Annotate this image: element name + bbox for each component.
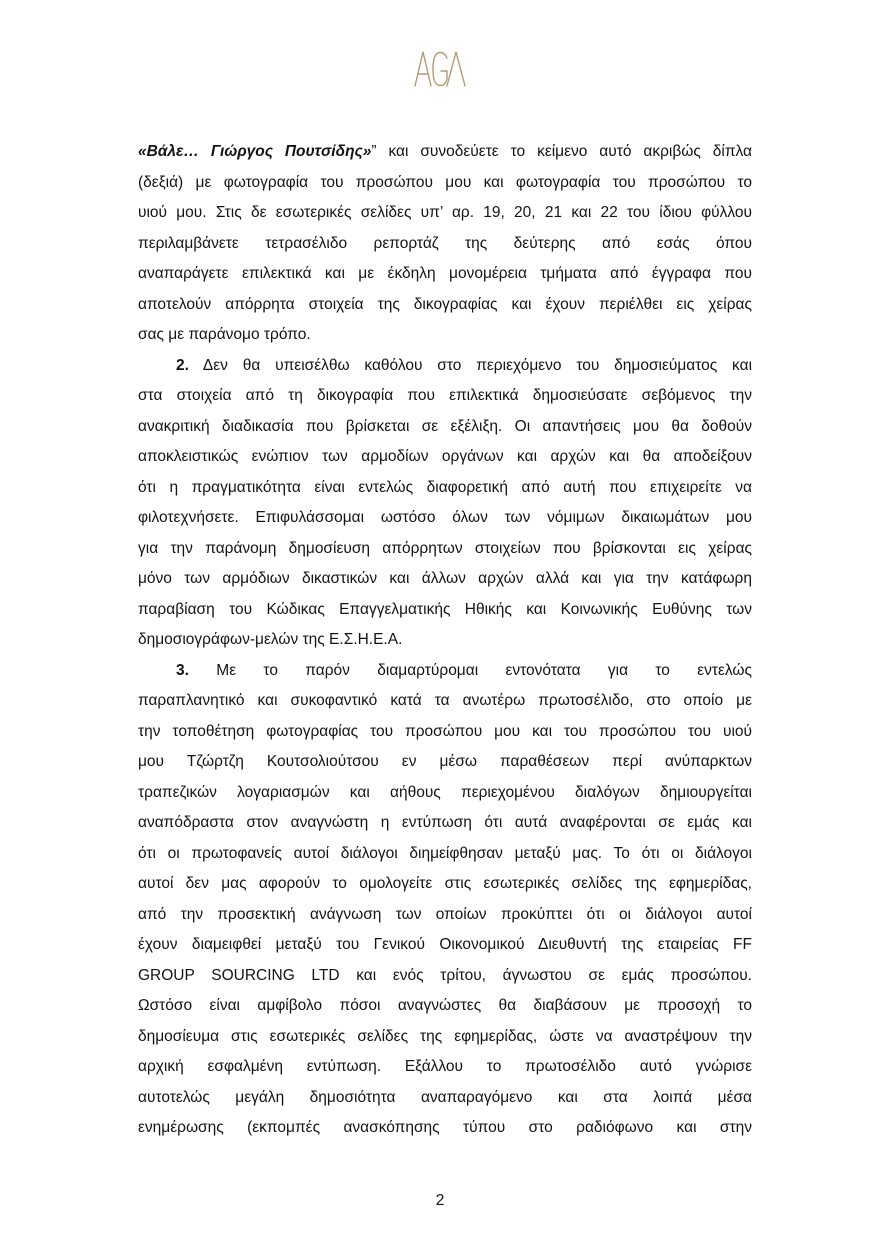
line-text: Δεν θα υπεισέλθω καθόλου στο περιεχόμενο του δημοσιεύματος και [202,356,753,374]
text-line: παραπλανητικό και συκοφαντικό κατά τα ανωτέρω πρωτοσέλιδο, στο οποίο με [138,692,752,709]
text-line: στα στοιχεία από τη δικογραφία που επιλεκτικά δημοσιεύσατε σεβόμενος την [138,387,752,404]
text-line: αναπόδραστα στον αναγνώστη η εντύπωση ότι αυτά αναφέρονται σε εμάς και [138,814,752,831]
document-body [138,137,752,1144]
paragraph-2 [138,351,752,656]
text-line: μόνο των αρμόδιων δικαστικών και άλλων αρχών αλλά και για την κατάφωρη [138,570,752,587]
text-line: παραβίαση του Κώδικας Επαγγελματικής Ηθικής και Κοινωνικής Ευθύνης των [138,600,752,618]
text-line: Ωστόσο είναι αμφίβολο πόσοι αναγνώστες θα διαβάσουν με προσοχή το [138,997,752,1014]
text-line: GROUP SOURCING LTD και ενός τρίτου, άγνωστου σε εμάς προσώπου. [138,966,752,984]
paragraph-number: 2. [176,356,189,374]
logo-letter-a-left [415,52,431,86]
text-line: ενημέρωσης (εκπομπές ανασκόπησης τύπου στο ραδιόφωνο και στην [138,1119,752,1136]
text-line [138,656,752,687]
text-line: αποκλειστικώς ενώπιον των αρμοδίων οργάνων και αρχών και θα αποδείξουν [138,448,752,465]
text-line: δημοσίευμα στις εσωτερικές σελίδες της εφημερίδας, ώστε να αναστρέψουν την [138,1027,752,1045]
text-line: (δεξιά) με φωτογραφία του προσώπου μου και φωτογραφία του προσώπου το [138,173,752,191]
paragraph-3 [138,656,752,1144]
text-line: την τοποθέτηση φωτογραφίας του προσώπου μου και του προσώπου του υιού [138,722,752,740]
text-line: τραπεζικών λογαριασμών και αήθους περιεχομένου διαλόγων δημιουργείται [138,783,752,801]
text-line: μου Τζώρτζη Κουτσολιούτσου εν μέσω παραθέσεων περί ανύπαρκτων [138,753,752,770]
text-line: έχουν διαμειφθεί μεταξύ του Γενικού Οικονομικού Διευθυντή της εταιρείας FF [138,936,752,953]
text-line: ανακριτική διαδικασία που βρίσκεται σε εξέλιξη. Οι απαντήσεις μου θα δοθούν [138,417,752,435]
text-line: από την προσεκτική ανάγνωση των οποίων προκύπτει ότι οι διάλογοι αυτοί [138,905,752,923]
text-line: αυτοτελώς μεγάλη δημοσιότητα αναπαραγόμενο και στα λοιπά μέσα [138,1088,752,1106]
text-line: ότι οι πρωτοφανείς αυτοί διάλογοι διημείφθησαν μεταξύ μας. Το ότι οι διάλογοι [138,844,752,862]
logo-letter-a-right [447,52,465,86]
text-line [138,351,752,382]
text-line: ότι η πραγματικότητα είναι εντελώς διαφορετική από αυτή που επιχειρείτε να [138,478,752,496]
paragraph-number: 3. [176,661,189,679]
text-line: υιού μου. Στις δε εσωτερικές σελίδες υπ’ αρ. 19, 20, 21 και 22 του ίδιου φύλλου [138,204,752,221]
logo-letter-g [433,53,447,86]
text-line: φιλοτεχνήσετε. Επιφυλάσσομαι ωστόσο όλων των νόμιμων δικαιωμάτων μου [138,509,752,526]
text-line: αρχική εσφαλμένη εντύπωση. Εξάλλου το πρωτοσέλιδο αυτό γνώρισε [138,1058,752,1075]
text-line: σας με παράνομο τρόπο. [138,326,311,343]
text-line: για την παράνομη δημοσίευση απόρρητων στοιχείων που βρίσκονται εις χείρας [138,539,752,557]
line-text: ” και συνοδεύετε το κείμενο αυτό ακριβώς δίπλα [371,143,752,160]
text-line: αποτελούν απόρρητα στοιχεία της δικογραφίας και έχουν περιέλθει εις χείρας [138,295,752,313]
page-number: 2 [435,1192,445,1209]
line-text: Με το παρόν διαμαρτύρομαι εντονότατα για το εντελώς [216,661,753,679]
logo-mark [413,50,467,88]
text-line: αναπαράγετε επιλεκτικά και με έκδηλη μονομέρεια τμήματα από έγγραφα που [138,265,752,282]
text-line: δημοσιογράφων-μελών της Ε.Σ.Η.Ε.Α. [138,631,403,648]
text-line: περιλαμβάνετε τετρασέλιδο ρεπορτάζ της δεύτερης από εσάς όπου [138,234,752,252]
logo [413,50,467,88]
text-line [138,137,752,168]
text-line: αυτοί δεν μας αφορούν το ομολογείτε στις εσωτερικές σελίδες της εφημερίδας, [138,875,752,892]
quoted-headline: «Βάλε… Γιώργος Πουτσίδης» [138,143,372,160]
paragraph-1 [138,137,752,351]
